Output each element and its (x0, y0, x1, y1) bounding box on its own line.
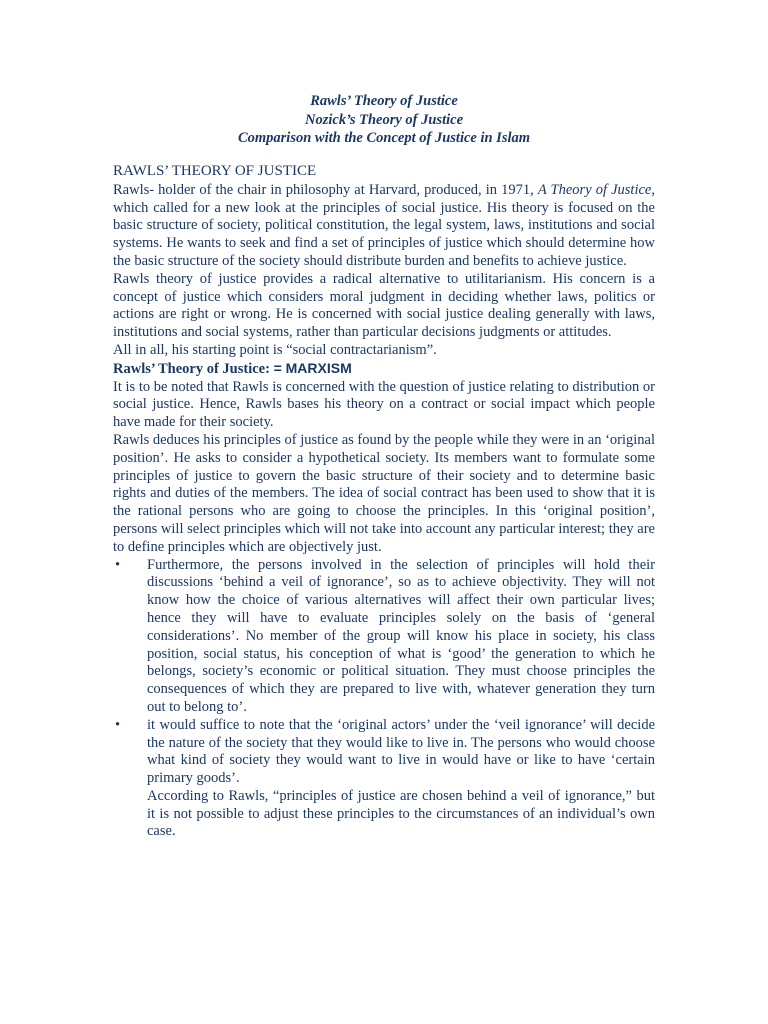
paragraph-distribution: It is to be noted that Rawls is concerned with the question of justice relating to distribution or social justice. Hence, Rawls bases his theory on a contract or social impact which people have made for their society. (113, 378, 655, 431)
document-title-block (0, 92, 768, 148)
subheading-marxism (113, 360, 655, 379)
title-line-islam-comparison: Comparison with the Concept of Justice in Islam (237, 130, 531, 146)
bullet-marker: • (115, 556, 121, 573)
bullet-item-veil (113, 557, 655, 717)
paragraph-rawls-quote: According to Rawls, “principles of justice are chosen behind a veil of ignorance,” but it is not possible to adjust these principles to the circumstances of an individual’s own case. (147, 787, 655, 840)
title-line-rawls: Rawls’ Theory of Justice (310, 93, 458, 109)
title-line-nozick: Nozick’s Theory of Justice (305, 111, 463, 128)
paragraph-original-position: Rawls deduces his principles of justice as found by the people while they were in an ‘original position’. He asks to consider a hypothetical society. Its members want to formulate some principles of justice to govern the basic structure of their society and to determine basic rights and duties of the members. The idea of social contract has been used to show that it is the rational persons who are going to choose the principles. In this ‘original position’, persons will select principles which will not take into account any particular interest; they are to define principles which are objectively just. (113, 431, 655, 555)
paragraph-rawls-intro-b: , which called for a new look at the principles of social justice. His theory is focused on the basic structure of society, political constitution, the legal system, laws, institutions and social systems. He wants to seek and find a set of principles of justice which should determine how the basic structure of the society should distribute burden and benefits to achieve justice. (113, 181, 655, 269)
subheading-part1: Rawls’ Theory of Justice: (113, 360, 274, 377)
paragraph-rawls-intro (113, 182, 655, 271)
bullet-text-veil: Furthermore, the persons involved in the selection of principles will hold their discussions ‘behind a veil of ignorance’, so as to achieve objectivity. They will not know how the choice of various alternatives will affect their own particular lives; hence they will have to evaluate principles solely on the basis of ‘general considerations’. No member of the group will know his place in society, his class position, social status, his conception of what is ‘good’ the generation to which he belongs, society’s economic or political situation. They must choose principles the consequences of which they are prepared to live with, whatever generation they turn out to belong to’. (147, 556, 655, 715)
subheading-part2: = MARXISM (273, 359, 352, 376)
bullet-marker: • (115, 716, 121, 733)
paragraph-utilitarianism: Rawls theory of justice provides a radical alternative to utilitarianism. His concern is a concept of justice which considers moral judgment in deciding whether laws, politics or actions are right or wrong. He is concerned with social justice dealing generally with laws, institutions and social systems, rather than particular decisions judgments or attitudes. (113, 270, 655, 341)
bullet-text-original-actors: it would suffice to note that the ‘original actors’ under the ‘veil ignorance’ will decide the nature of the society that they would like to live in. The persons who would choose what kind of society they would want to live in would have or like to have ‘certain primary goods’. (147, 716, 655, 787)
book-title: A Theory of Justice (537, 181, 652, 198)
section-heading: RAWLS’ THEORY OF JUSTICE (113, 163, 317, 179)
paragraph-rawls-intro-a: Rawls- holder of the chair in philosophy at Harvard, produced, in 1971, (113, 181, 538, 198)
paragraph-starting-point: All in all, his starting point is “social contractarianism”. (113, 341, 437, 358)
bullet-item-original-actors (113, 717, 655, 788)
document-body (113, 163, 655, 841)
